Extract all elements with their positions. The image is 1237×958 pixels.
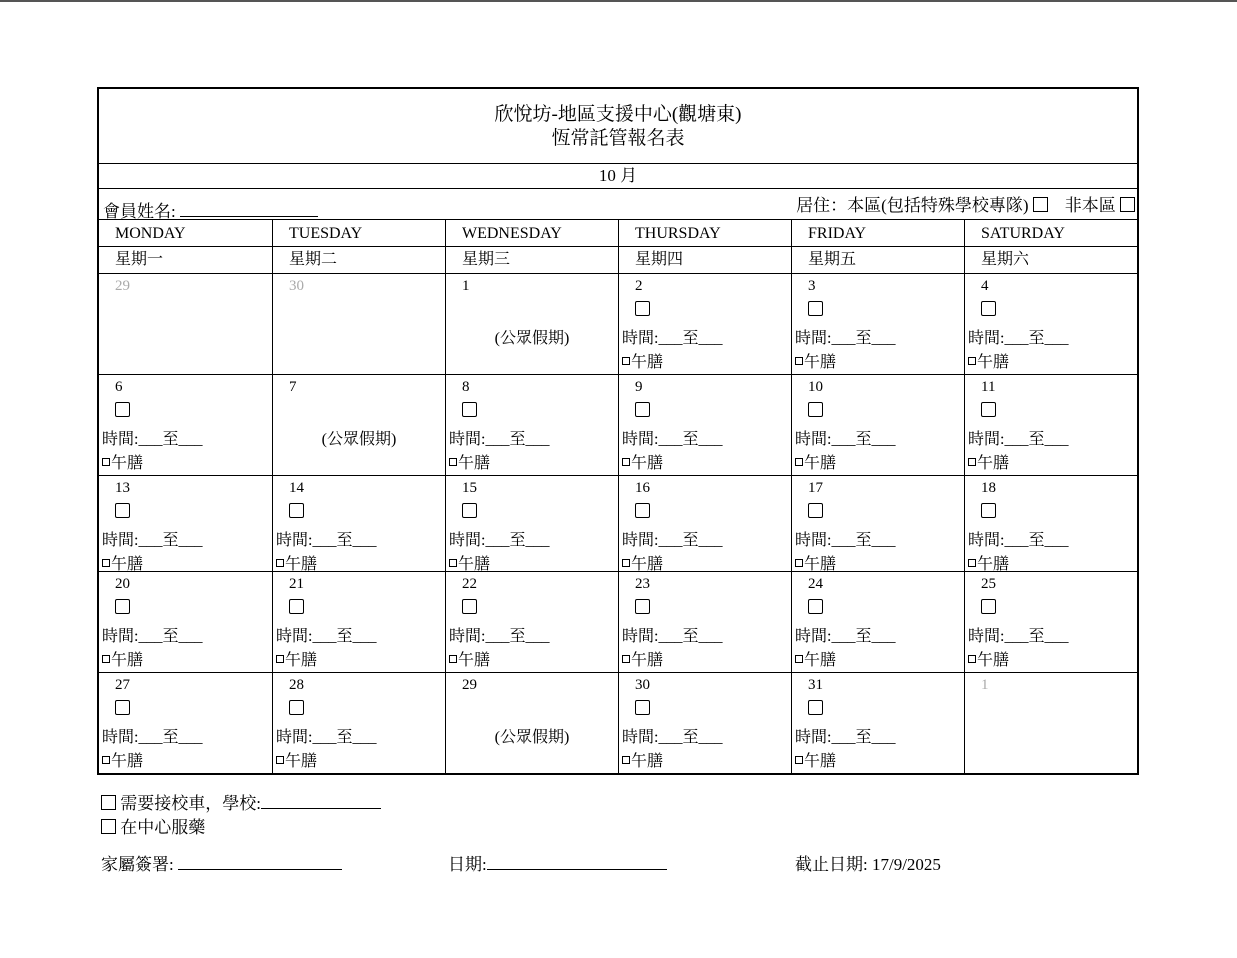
week-row xyxy=(99,672,1137,774)
time-field[interactable]: 時間:___至___ xyxy=(449,431,550,448)
day-number: 21 xyxy=(289,576,304,592)
day-number: 4 xyxy=(981,278,989,294)
residence-options xyxy=(796,191,1135,216)
time-field[interactable]: 時間:___至___ xyxy=(795,431,896,448)
time-field[interactable]: 時間:___至___ xyxy=(102,628,203,645)
lunch-option[interactable] xyxy=(622,551,663,574)
day-number: 10 xyxy=(808,379,823,395)
lunch-checkbox[interactable] xyxy=(449,559,457,567)
holiday-label: (公眾假期) xyxy=(494,729,570,746)
day-number: 2 xyxy=(635,278,643,294)
day-number: 28 xyxy=(289,677,304,693)
day-cell xyxy=(791,673,964,774)
lunch-option[interactable] xyxy=(622,748,663,771)
lunch-option[interactable] xyxy=(102,551,143,574)
lunch-option[interactable] xyxy=(102,647,143,670)
day-cell xyxy=(99,476,272,571)
day-cell xyxy=(791,572,964,672)
day-cell xyxy=(445,673,618,774)
school-bus-label: 需要接校車，學校: xyxy=(120,794,261,813)
day-cell xyxy=(964,375,1137,475)
date-input-line[interactable] xyxy=(487,854,667,870)
member-name-label: 會員姓名: xyxy=(103,202,176,221)
lunch-label: 午膳 xyxy=(285,652,318,669)
lunch-label: 午膳 xyxy=(804,753,837,770)
day-number: 29 xyxy=(115,278,130,294)
day-cell xyxy=(964,673,1137,774)
lunch-option[interactable] xyxy=(622,450,663,473)
lunch-option[interactable] xyxy=(968,647,1009,670)
lunch-option[interactable] xyxy=(795,551,836,574)
time-field[interactable]: 時間:___至___ xyxy=(276,628,377,645)
day-cell xyxy=(964,476,1137,571)
day-checkbox[interactable] xyxy=(808,599,823,614)
weekday-header-en xyxy=(99,219,1137,246)
day-number: 9 xyxy=(635,379,643,395)
weekday-zh-thu: 星期四 xyxy=(618,247,791,273)
day-checkbox[interactable] xyxy=(635,301,650,316)
weekday-zh-sat: 星期六 xyxy=(964,247,1137,273)
day-checkbox[interactable] xyxy=(115,700,130,715)
time-field[interactable]: 時間:___至___ xyxy=(449,628,550,645)
day-number: 6 xyxy=(115,379,123,395)
time-field[interactable]: 時間:___至___ xyxy=(795,729,896,746)
lunch-label: 午膳 xyxy=(631,753,664,770)
time-field[interactable]: 時間:___至___ xyxy=(102,532,203,549)
day-cell xyxy=(618,274,791,374)
day-checkbox[interactable] xyxy=(808,503,823,518)
lunch-label: 午膳 xyxy=(977,652,1010,669)
day-number: 1 xyxy=(462,278,470,294)
lunch-option[interactable] xyxy=(795,450,836,473)
weekday-en-wed: WEDNESDAY xyxy=(445,220,618,246)
lunch-option[interactable] xyxy=(968,450,1009,473)
lunch-label: 午膳 xyxy=(458,556,491,573)
lunch-option[interactable] xyxy=(795,748,836,771)
day-cell xyxy=(791,476,964,571)
day-checkbox[interactable] xyxy=(462,503,477,518)
weekday-en-fri: FRIDAY xyxy=(791,220,964,246)
signature-field xyxy=(101,850,342,875)
day-checkbox[interactable] xyxy=(462,402,477,417)
lunch-label: 午膳 xyxy=(804,652,837,669)
weekday-en-tue: TUESDAY xyxy=(272,220,445,246)
day-number: 7 xyxy=(289,379,297,395)
lunch-option[interactable] xyxy=(102,748,143,771)
lunch-checkbox[interactable] xyxy=(795,458,803,466)
day-checkbox[interactable] xyxy=(981,599,996,614)
day-number: 18 xyxy=(981,480,996,496)
lunch-checkbox[interactable] xyxy=(622,655,630,663)
date-label: 日期: xyxy=(448,855,487,874)
school-bus-option xyxy=(101,789,381,814)
day-number: 24 xyxy=(808,576,823,592)
medication-option xyxy=(101,813,205,838)
day-cell xyxy=(618,375,791,475)
lunch-checkbox[interactable] xyxy=(795,357,803,365)
lunch-checkbox[interactable] xyxy=(968,559,976,567)
week-row xyxy=(99,571,1137,672)
lunch-label: 午膳 xyxy=(804,354,837,371)
day-cell xyxy=(791,375,964,475)
time-field[interactable]: 時間:___至___ xyxy=(622,532,723,549)
week-row xyxy=(99,273,1137,374)
lunch-option[interactable] xyxy=(795,349,836,372)
day-number: 27 xyxy=(115,677,130,693)
day-checkbox[interactable] xyxy=(635,402,650,417)
time-field[interactable]: 時間:___至___ xyxy=(795,628,896,645)
day-number: 29 xyxy=(462,677,477,693)
day-cell xyxy=(99,572,272,672)
holiday-label: (公眾假期) xyxy=(494,330,570,347)
weekday-en-sat: SATURDAY xyxy=(964,220,1137,246)
day-checkbox[interactable] xyxy=(635,599,650,614)
lunch-checkbox[interactable] xyxy=(102,559,110,567)
lunch-checkbox[interactable] xyxy=(622,357,630,365)
lunch-label: 午膳 xyxy=(631,354,664,371)
school-input-line[interactable] xyxy=(261,793,381,809)
day-cell xyxy=(272,476,445,571)
signature-label: 家屬簽署: xyxy=(101,855,174,874)
day-cell xyxy=(99,375,272,475)
weekday-zh-fri: 星期五 xyxy=(791,247,964,273)
lunch-label: 午膳 xyxy=(458,652,491,669)
lunch-label: 午膳 xyxy=(111,455,144,472)
day-cell xyxy=(272,375,445,475)
lunch-label: 午膳 xyxy=(977,455,1010,472)
day-cell xyxy=(445,476,618,571)
lunch-checkbox[interactable] xyxy=(968,357,976,365)
lunch-checkbox[interactable] xyxy=(968,458,976,466)
week-row xyxy=(99,374,1137,475)
day-checkbox[interactable] xyxy=(808,301,823,316)
lunch-label: 午膳 xyxy=(631,556,664,573)
lunch-label: 午膳 xyxy=(977,556,1010,573)
lunch-checkbox[interactable] xyxy=(795,756,803,764)
lunch-checkbox[interactable] xyxy=(276,756,284,764)
day-number: 17 xyxy=(808,480,823,496)
day-checkbox[interactable] xyxy=(289,503,304,518)
medication-label: 在中心服藥 xyxy=(120,818,206,837)
lunch-label: 午膳 xyxy=(111,652,144,669)
day-cell xyxy=(791,274,964,374)
day-checkbox[interactable] xyxy=(289,599,304,614)
lunch-label: 午膳 xyxy=(285,753,318,770)
day-checkbox[interactable] xyxy=(981,402,996,417)
day-checkbox[interactable] xyxy=(462,599,477,614)
lunch-label: 午膳 xyxy=(458,455,491,472)
day-checkbox[interactable] xyxy=(981,503,996,518)
form-title-block xyxy=(99,89,1137,164)
day-cell xyxy=(272,274,445,374)
lunch-option[interactable] xyxy=(622,349,663,372)
day-number: 31 xyxy=(808,677,823,693)
page-top-border xyxy=(0,0,1237,2)
weekday-header-zh xyxy=(99,246,1137,273)
day-number: 1 xyxy=(981,677,989,693)
day-number: 15 xyxy=(462,480,477,496)
signature-input-line[interactable] xyxy=(178,854,342,870)
day-checkbox[interactable] xyxy=(808,402,823,417)
residence-checkbox[interactable] xyxy=(1033,197,1048,212)
week-row xyxy=(99,475,1137,571)
day-number: 11 xyxy=(981,379,996,395)
day-checkbox[interactable] xyxy=(289,700,304,715)
lunch-checkbox[interactable] xyxy=(622,458,630,466)
lunch-option[interactable] xyxy=(449,647,490,670)
day-number: 8 xyxy=(462,379,470,395)
day-number: 13 xyxy=(115,480,130,496)
day-cell xyxy=(964,572,1137,672)
day-checkbox[interactable] xyxy=(115,402,130,417)
lunch-option[interactable] xyxy=(102,450,143,473)
lunch-checkbox[interactable] xyxy=(622,756,630,764)
lunch-option[interactable] xyxy=(276,748,317,771)
org-name: 欣悅坊-地區支援中心(觀塘東) xyxy=(494,104,742,125)
lunch-option[interactable] xyxy=(276,647,317,670)
day-cell xyxy=(99,673,272,774)
time-field[interactable]: 時間:___至___ xyxy=(622,431,723,448)
day-cell xyxy=(618,572,791,672)
day-cell xyxy=(964,274,1137,374)
time-field[interactable]: 時間:___至___ xyxy=(449,532,550,549)
time-field[interactable]: 時間:___至___ xyxy=(276,532,377,549)
calendar-grid xyxy=(99,219,1137,774)
lunch-checkbox[interactable] xyxy=(102,458,110,466)
lunch-label: 午膳 xyxy=(631,652,664,669)
time-field[interactable]: 時間:___至___ xyxy=(795,532,896,549)
school-bus-checkbox[interactable] xyxy=(101,795,116,810)
day-checkbox[interactable] xyxy=(115,503,130,518)
weekday-zh-mon: 星期一 xyxy=(115,251,164,268)
day-number: 20 xyxy=(115,576,130,592)
non-district-label: 非本區 xyxy=(1064,196,1116,215)
registration-form xyxy=(97,87,1139,775)
time-field[interactable]: 時間:___至___ xyxy=(622,628,723,645)
lunch-label: 午膳 xyxy=(804,556,837,573)
lunch-option[interactable] xyxy=(449,450,490,473)
day-number: 25 xyxy=(981,576,996,592)
lunch-option[interactable] xyxy=(449,551,490,574)
time-field[interactable]: 時間:___至___ xyxy=(968,330,1069,347)
day-number: 16 xyxy=(635,480,650,496)
day-cell xyxy=(99,274,272,374)
time-field[interactable]: 時間:___至___ xyxy=(795,330,896,347)
lunch-option[interactable] xyxy=(968,551,1009,574)
lunch-checkbox[interactable] xyxy=(449,458,457,466)
lunch-label: 午膳 xyxy=(804,455,837,472)
day-cell xyxy=(445,572,618,672)
day-checkbox[interactable] xyxy=(808,700,823,715)
day-cell xyxy=(272,673,445,774)
time-field[interactable]: 時間:___至___ xyxy=(622,729,723,746)
non-district-checkbox[interactable] xyxy=(1120,197,1135,212)
time-field[interactable]: 時間:___至___ xyxy=(102,431,203,448)
lunch-checkbox[interactable] xyxy=(102,655,110,663)
weekday-en-thu: THURSDAY xyxy=(618,220,791,246)
lunch-checkbox[interactable] xyxy=(795,559,803,567)
day-number: 30 xyxy=(635,677,650,693)
lunch-label: 午膳 xyxy=(977,354,1010,371)
time-field[interactable]: 時間:___至___ xyxy=(968,532,1069,549)
weekday-zh-wed: 星期三 xyxy=(445,247,618,273)
day-cell xyxy=(272,572,445,672)
lunch-label: 午膳 xyxy=(285,556,318,573)
lunch-checkbox[interactable] xyxy=(968,655,976,663)
medication-checkbox[interactable] xyxy=(101,819,116,834)
lunch-label: 午膳 xyxy=(111,753,144,770)
lunch-option[interactable] xyxy=(795,647,836,670)
date-field xyxy=(448,850,667,875)
day-cell xyxy=(445,375,618,475)
lunch-checkbox[interactable] xyxy=(622,559,630,567)
time-field[interactable]: 時間:___至___ xyxy=(968,628,1069,645)
form-title: 恆常託管報名表 xyxy=(551,128,685,149)
lunch-label: 午膳 xyxy=(631,455,664,472)
day-checkbox[interactable] xyxy=(115,599,130,614)
member-row xyxy=(99,189,1137,219)
lunch-option[interactable] xyxy=(968,349,1009,372)
lunch-checkbox[interactable] xyxy=(449,655,457,663)
weekday-zh-tue: 星期二 xyxy=(272,247,445,273)
lunch-option[interactable] xyxy=(622,647,663,670)
day-number: 23 xyxy=(635,576,650,592)
lunch-label: 午膳 xyxy=(111,556,144,573)
lunch-checkbox[interactable] xyxy=(276,559,284,567)
day-cell xyxy=(618,673,791,774)
time-field[interactable]: 時間:___至___ xyxy=(968,431,1069,448)
residence-label: 居住：本區(包括特殊學校專隊) xyxy=(796,196,1029,215)
day-number: 3 xyxy=(808,278,816,294)
day-cell xyxy=(618,476,791,571)
day-checkbox[interactable] xyxy=(635,503,650,518)
lunch-option[interactable] xyxy=(276,551,317,574)
weekday-en-mon: MONDAY xyxy=(115,225,186,242)
day-cell xyxy=(445,274,618,374)
deadline: 截止日期: 17/9/2025 xyxy=(795,855,941,874)
time-field[interactable]: 時間:___至___ xyxy=(622,330,723,347)
lunch-checkbox[interactable] xyxy=(276,655,284,663)
time-field[interactable]: 時間:___至___ xyxy=(102,729,203,746)
lunch-checkbox[interactable] xyxy=(102,756,110,764)
day-number: 30 xyxy=(289,278,304,294)
month-label: 10 月 xyxy=(99,164,1137,189)
lunch-checkbox[interactable] xyxy=(795,655,803,663)
day-number: 14 xyxy=(289,480,304,496)
holiday-label: (公眾假期) xyxy=(321,431,397,448)
member-name-input-line[interactable] xyxy=(180,202,318,217)
time-field[interactable]: 時間:___至___ xyxy=(276,729,377,746)
day-checkbox[interactable] xyxy=(981,301,996,316)
day-checkbox[interactable] xyxy=(635,700,650,715)
day-number: 22 xyxy=(462,576,477,592)
